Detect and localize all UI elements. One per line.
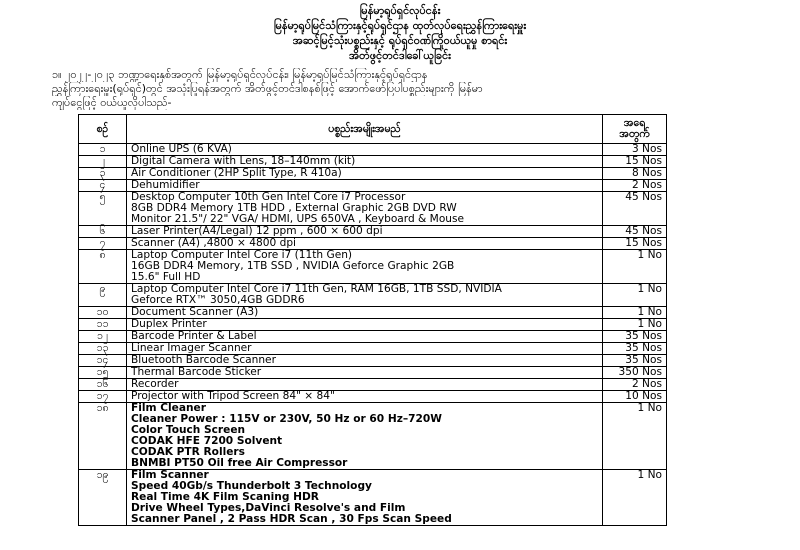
- row-description: [127, 391, 603, 403]
- header-qty-line-2: အတွက်: [619, 128, 650, 140]
- row-number: ၁၉: [79, 470, 127, 526]
- row-description: [127, 226, 603, 238]
- table-row: [79, 238, 667, 250]
- description-line: 16GB DDR4 Memory, 1TB SSD , NVIDIA Geforce Graphic 2GB: [131, 261, 455, 272]
- description-line: Scanner Panel , 2 Pass HDR Scan , 30 Fps Scan Speed: [131, 514, 452, 525]
- description-line: Online UPS (6 KVA): [131, 144, 232, 155]
- row-number: ၇: [79, 238, 127, 250]
- description-line: Monitor 21.5"/ 22" VGA/ HDMI, UPS 650VA , Keyboard & Mouse: [131, 214, 465, 225]
- header-line-2: မြန်မာ့ရုပ်မြင်သံကြားနှင့်ရုပ်ရှင်ဌာန ထုတ်လုပ်ရေးညွှန်ကြားရေးမှူး: [273, 19, 527, 32]
- table-row: [79, 284, 667, 307]
- row-number: ၁၈: [79, 403, 127, 470]
- row-description: [127, 470, 603, 526]
- table-row: [79, 168, 667, 180]
- row-quantity: 1 No: [603, 284, 667, 307]
- row-description: [127, 379, 603, 391]
- intro-line-2: ညွှန်ကြားရေးမှူး(ရုပ်ရှင်)တွင် အသုံးပြုရန်အတွက် အိတ်ဖွင့်တင်ဒါစနစ်ဖြင့် အောက်ဖော်ပြပါပစ္စည်းများကို မြန်မာ: [52, 82, 483, 95]
- row-quantity: 2 Nos: [603, 180, 667, 192]
- table-row: [79, 156, 667, 168]
- row-number: ၁၀: [79, 307, 127, 319]
- row-quantity: 1 No: [603, 403, 667, 470]
- row-description: [127, 168, 603, 180]
- row-description: [127, 319, 603, 331]
- header-line-3: အဆင့်မြင့်သုံးပစ္စည်းနှင့် ရုပ်ရှင်ဝဏ်ကြိုဝယ်ယူမှု စာရင်း: [292, 34, 508, 47]
- row-quantity: 45 Nos: [603, 226, 667, 238]
- table-row: [79, 403, 667, 470]
- row-quantity: 15 Nos: [603, 238, 667, 250]
- row-number: ၁: [79, 144, 127, 156]
- description-line: Digital Camera with Lens, 18–140mm (kit): [131, 156, 356, 167]
- items-table: [78, 114, 667, 526]
- table-row: [79, 343, 667, 355]
- header-line-4: အိတ်ဖွင့်တင်ဒါခေါ်ယူခြင်း: [349, 49, 451, 62]
- row-quantity: 15 Nos: [603, 156, 667, 168]
- row-number: ၅: [79, 192, 127, 226]
- header-qty-line-1: အရေ: [623, 117, 646, 129]
- row-description: [127, 192, 603, 226]
- row-description: [127, 156, 603, 168]
- row-number: ၁၄: [79, 355, 127, 367]
- table-body: [79, 144, 667, 526]
- description-line: Laptop Computer Intel Core i7 11th Gen, RAM 16GB, 1TB SSD, NVIDIA: [131, 284, 502, 295]
- row-description: [127, 284, 603, 307]
- table-row: [79, 319, 667, 331]
- row-quantity: 8 Nos: [603, 168, 667, 180]
- description-line: Desktop Computer 10th Gen Intel Core i7 Processor: [131, 192, 406, 203]
- row-description: [127, 180, 603, 192]
- description-line: Air Conditioner (2HP Split Type, R 410a): [131, 168, 342, 179]
- row-number: ၁၇: [79, 391, 127, 403]
- row-description: [127, 355, 603, 367]
- row-description: [127, 331, 603, 343]
- row-quantity: 35 Nos: [603, 343, 667, 355]
- description-line: Drive Wheel Types,DaVinci Resolve's and Film: [131, 503, 406, 514]
- table-row: [79, 367, 667, 379]
- row-number: ၁၂: [79, 331, 127, 343]
- description-line: Film Scanner: [131, 470, 209, 481]
- row-quantity: 35 Nos: [603, 331, 667, 343]
- header-item: ပစ္စည်းအမျိုးအမည်: [127, 115, 603, 144]
- table-row: [79, 470, 667, 526]
- row-quantity: 10 Nos: [603, 391, 667, 403]
- row-description: [127, 144, 603, 156]
- description-line: BNMBI PT50 Oil free Air Compressor: [131, 458, 348, 469]
- description-line: Document Scanner (A3): [131, 307, 259, 318]
- description-line: Geforce RTX™ 3050,4GB GDDR6: [131, 295, 305, 306]
- row-number: ၆: [79, 226, 127, 238]
- description-line: Laptop Computer Intel Core i7 (11th Gen): [131, 250, 353, 261]
- description-line: CODAK PTR Rollers: [131, 447, 245, 458]
- table-row: [79, 355, 667, 367]
- row-description: [127, 250, 603, 284]
- description-line: CODAK HFE 7200 Solvent: [131, 436, 283, 447]
- description-line: Color Touch Screen: [131, 425, 246, 436]
- description-line: Dehumidifier: [131, 180, 200, 191]
- header-line-1: မြန်မာ့ရုပ်ရှင်လုပ်ငန်း: [359, 4, 441, 17]
- row-quantity: 1 No: [603, 470, 667, 526]
- row-quantity: 1 No: [603, 250, 667, 284]
- row-description: [127, 238, 603, 250]
- row-quantity: 45 Nos: [603, 192, 667, 226]
- row-number: ၁၆: [79, 379, 127, 391]
- description-line: Laser Printer(A4/Legal) 12 ppm , 600 × 600 dpi: [131, 226, 383, 237]
- description-line: Film Cleaner: [131, 403, 206, 414]
- row-description: [127, 307, 603, 319]
- row-number: ၈: [79, 250, 127, 284]
- description-line: Scanner (A4) ,4800 × 4800 dpi: [131, 238, 296, 249]
- row-number: ၃: [79, 168, 127, 180]
- description-line: 8GB DDR4 Memory 1TB HDD , External Graphic 2GB DVD RW: [131, 203, 457, 214]
- table-row: [79, 379, 667, 391]
- intro-line-1: ၁။ ၂၀၂၂-၂၀၂၃ ဘဏ္ဍာရေးနှစ်အတွက် မြန်မာ့ရုပ်ရှင်လုပ်ငန်း၊ မြန်မာ့ရုပ်မြင်သံကြားနှင့်ရုပ်ရှင်ဌာန: [52, 68, 428, 81]
- table-row: [79, 391, 667, 403]
- description-line: Projector with Tripod Screen 84" × 84": [131, 391, 335, 402]
- table-row: [79, 226, 667, 238]
- description-line: Speed 40Gb/s Thunderbolt 3 Technology: [131, 481, 372, 492]
- table-row: [79, 307, 667, 319]
- table-row: [79, 331, 667, 343]
- description-line: 15.6" Full HD: [131, 272, 201, 283]
- table-row: [79, 144, 667, 156]
- table-header-row: [79, 115, 667, 144]
- row-number: ၁၃: [79, 343, 127, 355]
- description-line: Real Time 4K Film Scaning HDR: [131, 492, 319, 503]
- description-line: Duplex Printer: [131, 319, 207, 330]
- row-description: [127, 343, 603, 355]
- row-number: ၄: [79, 180, 127, 192]
- table-row: [79, 250, 667, 284]
- header-qty: [603, 115, 667, 144]
- row-number: ၂: [79, 156, 127, 168]
- description-line: Cleaner Power : 115V or 230V, 50 Hz or 60 Hz–720W: [131, 414, 442, 425]
- intro-paragraph: [52, 68, 752, 110]
- description-line: Barcode Printer & Label: [131, 331, 257, 342]
- row-description: [127, 403, 603, 470]
- row-quantity: 1 No: [603, 307, 667, 319]
- row-quantity: 3 Nos: [603, 144, 667, 156]
- description-line: Thermal Barcode Sticker: [131, 367, 262, 378]
- table-row: [79, 192, 667, 226]
- row-quantity: 2 Nos: [603, 379, 667, 391]
- description-line: Recorder: [131, 379, 179, 390]
- header-no: စဉ်: [79, 115, 127, 144]
- description-line: Bluetooth Barcode Scanner: [131, 355, 276, 366]
- row-description: [127, 367, 603, 379]
- row-number: ၉: [79, 284, 127, 307]
- row-quantity: 35 Nos: [603, 355, 667, 367]
- row-quantity: 350 Nos: [603, 367, 667, 379]
- row-number: ၁၁: [79, 319, 127, 331]
- description-line: Linear Imager Scanner: [131, 343, 252, 354]
- row-number: ၁၅: [79, 367, 127, 379]
- intro-line-3: ကျပ်ငွေဖြင့် ဝယ်ယူလိုပါသည်-: [52, 96, 172, 109]
- row-quantity: 1 No: [603, 319, 667, 331]
- table-row: [79, 180, 667, 192]
